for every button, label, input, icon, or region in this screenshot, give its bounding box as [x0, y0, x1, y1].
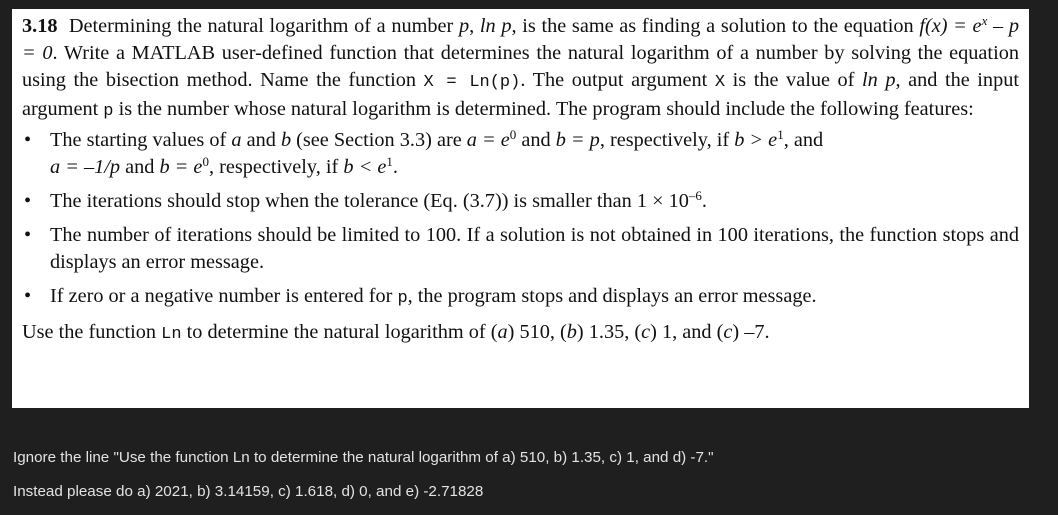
problem-intro: 3.18 Determining the natural logarithm of a number p, ln p, is the same as finding a solution to the equation $f(x) = e^x - p = 0$. Write a MATLAB user-defined function that determines the natural logarithm of a number by solving the equation using the bisection method. Name the function X = Ln(p). The output argument X is the value of ln p, and the input argument p is the number whose natural logarithm is determined. The program should include the following features:	[22, 13, 1019, 121]
comment-line-ignore: Ignore the line "Use the function Ln to determine the natural logarithm of a) 510, b) 1.35, c) 1, and d) -7."	[13, 449, 714, 466]
bullet-icon: •	[24, 129, 32, 151]
function-signature: X = Ln(p)	[423, 73, 521, 92]
problem-card	[12, 9, 1029, 408]
bullet-icon: •	[24, 190, 32, 212]
list-item: • The starting values of a and b (see Section 3.3) are $a = e^0$ and b = p, respectively, if $b > e^1$, and a = –1/p and $b = e^0$, respectively, if $b < e^1$.	[24, 127, 824, 178]
list-item: • The iterations should stop when the tolerance (Eq. (3.7)) is smaller than $1 \times 10^{-6}$.	[22, 188, 1019, 215]
user-comments	[13, 447, 1043, 515]
closing-instruction: Use the function Ln to determine the natural logarithm of (a) 510, (b) 1.35, (c) 1, and (c) –7.	[22, 321, 770, 344]
equation: f(x) = e	[919, 15, 982, 37]
feature-list	[22, 127, 1019, 312]
bullet-icon: •	[24, 224, 32, 246]
bullet-icon: •	[24, 285, 32, 307]
comment-line-instead: Instead please do a) 2021, b) 3.14159, c) 1.618, d) 0, and e) -2.71828	[13, 483, 484, 500]
list-item: • If zero or a negative number is entered for p, the program stops and displays an error message.	[24, 285, 817, 308]
problem-number: 3.18	[22, 15, 58, 37]
list-item: • The number of iterations should be limited to 100. If a solution is not obtained in 100 iterations, the function stops and displays an error message.	[24, 224, 1019, 273]
